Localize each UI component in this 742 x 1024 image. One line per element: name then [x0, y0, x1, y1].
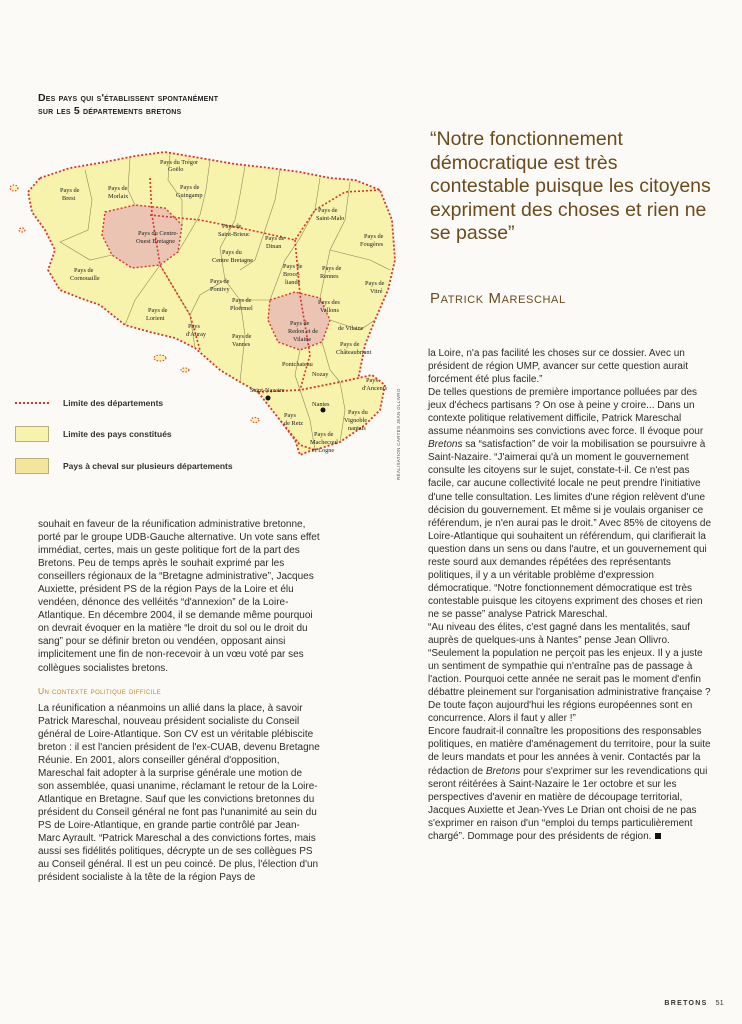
paragraph: La réunification a néanmoins un allié dans la place, à savoir Patrick Mareschal, nouveau président socialiste du Conseil général de Loire-Atlantique. Son CV est un véritable plébiscite breton : il est l'ancien président de l'ex-CUAB, devenu Bretagne Réunie. En 2001, alors conseiller général d'opposition, Mareschal fait adopter à la surprise générale une motion de son assemblée, quasi unanime, réclamant le retour de la Loire-Atlantique en Bretagne. Sauf que les convictions bretonnes du président du Conseil général ne font pas l'unanimité au sein du PS de Loire-Atlantique, en grande partie contrôlé par Jean-Marc Ayrault. “Patrick Mareschal a des convictions fortes, mais aussi ses fidélités politiques, décrypte un de ses collègues PS au Conseil général. Il est un peu coincé. De plus, l'élection d'un président socialiste à la tête de la région Pays de [38, 702, 320, 884]
nantes-dot [321, 408, 326, 413]
map-label: Pays de [365, 280, 385, 287]
map-label: Pays des [318, 299, 340, 306]
map-label: Vallons [320, 307, 339, 314]
map-label: Pays de [180, 184, 200, 191]
map-label: Pays du [222, 249, 242, 256]
map-label: Ploërmel [230, 305, 253, 312]
map-label: Machecoul [310, 439, 338, 446]
map-label: de Vilaine [338, 325, 364, 332]
map-label: Morlaix [108, 193, 129, 200]
map-label: Pontivy [210, 286, 230, 293]
map-label: Pays de [314, 431, 334, 438]
map-label: Vignoble [344, 417, 368, 424]
legend-row-departements [15, 398, 163, 408]
map-label: Pays de [340, 341, 360, 348]
text-run: De telles questions de première importance polluées par des jeux d'échecs partisans ? On ose à peine y croire... Dans un contexte politique relativement difficile, Patrick Mareschal assume néanmoins ses convictions avec force. Il évoque pour [428, 387, 704, 438]
paragraph: “Au niveau des élites, c'est gagné dans les mentalités, sauf auprès de quelques-uns à Nantes” pense Jean Ollivro. “Seulement la population ne perçoit pas les enjeux. Il y a juste un sentiment de sympathie qui n'entraîne pas de passage à l'action. Pourquoi cette année ne serait pas le moment d'enfin débattre pleinement sur l'organisation administrative française ? De toute façon aujourd'hui les régions européennes sont en concurrence. Alors il faut y aller !” [428, 621, 711, 725]
page-number: 51 [715, 1000, 724, 1007]
map-label: Pays du [348, 409, 368, 416]
legend-label: Limite des départements [63, 398, 164, 408]
map-label: Pays de [60, 187, 80, 194]
map-label: Vilaine [293, 336, 312, 343]
map-label: Pays de [232, 297, 252, 304]
map-label: d'Ancenis [362, 385, 387, 392]
map-label: Pays de [265, 235, 285, 242]
map-label: Goëlo [168, 166, 184, 173]
paragraph: la Loire, n'a pas facilité les choses sur ce dossier. Avec un président de région UMP, avancer sur cette question aurait forcément été plus facile.” [428, 348, 688, 386]
map-label: Pays de [74, 267, 94, 274]
map-label: Pays [366, 377, 378, 384]
map-label: Pays de [318, 207, 338, 214]
paragraph: souhait en faveur de la réunification administrative bretonne, porté par le groupe UDB-Gauche alternative. Un vote sans effet immédiat, certes, mais un geste politique fort de la part des Bretons. Peu de temps après le souhait exprimé par les conseillers régionaux de la “Bretagne administrative”, Jacques Auxiette, président PS de la région Pays de la Loire et élu vendéen, dénonce des velléités “d'annexion” de la Loire-Atlantique. En décembre 2004, il se demande même pourquoi on devrait évoquer en la matière “le droit du sol ou le droit du sang” pour se définir breton ou vendéen, opposant ainsi implicitement une fin de non-recevoir à un vœu voté par ses collègues socialistes bretons. [38, 519, 320, 674]
map-label: d'Auray [186, 331, 207, 338]
pull-quote-author: Patrick Mareschal [430, 290, 566, 307]
left-column [38, 518, 320, 884]
map-label: Saint-Nazaire [250, 387, 285, 394]
magazine-name: Bretons [428, 439, 463, 451]
paragraph [428, 725, 713, 842]
map-label: Nozay [312, 371, 329, 378]
map-title-line2: sur les 5 départements bretons [38, 105, 182, 117]
map-label: Centre Bretagne [212, 257, 254, 264]
end-mark-icon [655, 833, 661, 839]
map-label: et Logne [312, 447, 335, 454]
map-credit: RÉALISATION CARTES JEAN OLLIVRO [396, 388, 401, 480]
pull-quote: “Notre fonctionnement démocratique est très contestable puisque les citoyens expriment des choses et rien ne se passe” [430, 128, 711, 244]
map-label: Guingamp [176, 192, 203, 199]
legend-row-pays [15, 426, 172, 442]
map-label: Pays de [210, 278, 230, 285]
map-title [38, 92, 358, 118]
map-label: Châteaubriant [336, 349, 372, 356]
map-label: Saint-Brieuc [218, 231, 250, 238]
legend-label: Limite des pays constitués [63, 429, 172, 439]
map-label: Pays de [148, 307, 168, 314]
map-label: Pays du Centre- [138, 230, 179, 237]
legend-label: Pays à cheval sur plusieurs départements [63, 461, 233, 471]
map-label: Ouest Bretagne [136, 238, 175, 245]
map-label: Pays de [232, 333, 252, 340]
map-label: Broce- [283, 271, 301, 278]
map-label: Pays [284, 412, 296, 419]
map-label: Lorient [146, 315, 165, 322]
map-label: Dinan [266, 243, 282, 250]
section-subheading: Un contexte politique difficile [38, 685, 161, 696]
map-label: Pays de [222, 223, 242, 230]
legend-swatch-icon [15, 458, 49, 474]
map-label: de Retz [284, 420, 304, 427]
brittany-map [0, 120, 420, 500]
map-label: Pays de [364, 233, 384, 240]
map-title-line1: Des pays qui s'établissent spontanément [38, 92, 219, 104]
brittany-map-svg [0, 120, 420, 500]
map-label: Pays de [108, 185, 128, 192]
right-column [428, 347, 713, 843]
map-label: Saint-Malo [316, 215, 345, 222]
legend-swatch-icon [15, 426, 49, 442]
map-label: Nantes [312, 401, 330, 408]
magazine-name: Bretons [485, 765, 521, 777]
text-run: sa “satisfaction” de voir la mobilisation se poursuivre à Saint-Nazaire. “J'aimerai qu'à un moment le gouvernement consulte les citoyens sur le sujet, constate-t-il. Ce n'est pas facile, car aucune collectivité locale ne peut prendre l'initiative d'une telle consultation. Les limites d'une région relèvent d'une décision du gouvernement. Et même si je voulais organiser ce référendum, je n'en aurai pas le droit.” Avec 85% de citoyens de Loire-Atlantique qui souhaitent un référendum, qui clarifierait la question dans un sens ou dans l'autre, et un gouvernement qui reste sourd aux demandes répétées des représentants politiques, il y a un véritable problème d'expression démocratique. “Notre fonctionnement démocratique est très contestable puisque les citoyens expriment des choses et rien ne se passe” analyse Patrick Mareschal. [428, 439, 712, 620]
paragraph [428, 386, 713, 621]
map-label: Pays de [322, 265, 342, 272]
map-label: Cornouaille [70, 275, 100, 282]
map-label: Rennes [320, 273, 339, 280]
saint-nazaire-dot [266, 396, 271, 401]
map-label: Pays de [290, 320, 310, 327]
map-label: Brest [62, 195, 76, 202]
map-label: Redon et de [288, 328, 319, 335]
map-label: nantais [348, 425, 366, 432]
map-label: Pays de [283, 263, 303, 270]
map-label: Vitré [370, 288, 383, 295]
legend-row-cheval [15, 458, 233, 474]
page-footer [664, 1000, 724, 1007]
map-label: Pays [188, 323, 200, 330]
text-run: pour s'exprimer sur les revendications qui seront réitérées à Saint-Nazaire le 1er octobre et sur les perspectives d'avenir en matière de découpage territorial, Jacques Auxiette et Jean-Yves Le Drian ont choisi de ne pas s'exprimer en raison d'un “emploi du temps particulièrement chargé”. Dommage pour des présidents de région. [428, 765, 708, 842]
legend-dotted-line-icon [15, 402, 49, 404]
map-label: liande [285, 279, 301, 286]
map-label: Pontchateau [282, 361, 313, 368]
map-label: Pays du Trégor [160, 159, 199, 166]
magazine-title: BRETONS [664, 1000, 708, 1007]
map-label: Vannes [232, 341, 251, 348]
text-run: Encore faudrait-il connaître les propositions des responsables politiques, en matière d'aménagement du territoire, pour la suite de leurs mandats et pour les années à venir. Contactés par la rédaction de [428, 726, 711, 777]
map-label: Fougères [360, 241, 384, 248]
